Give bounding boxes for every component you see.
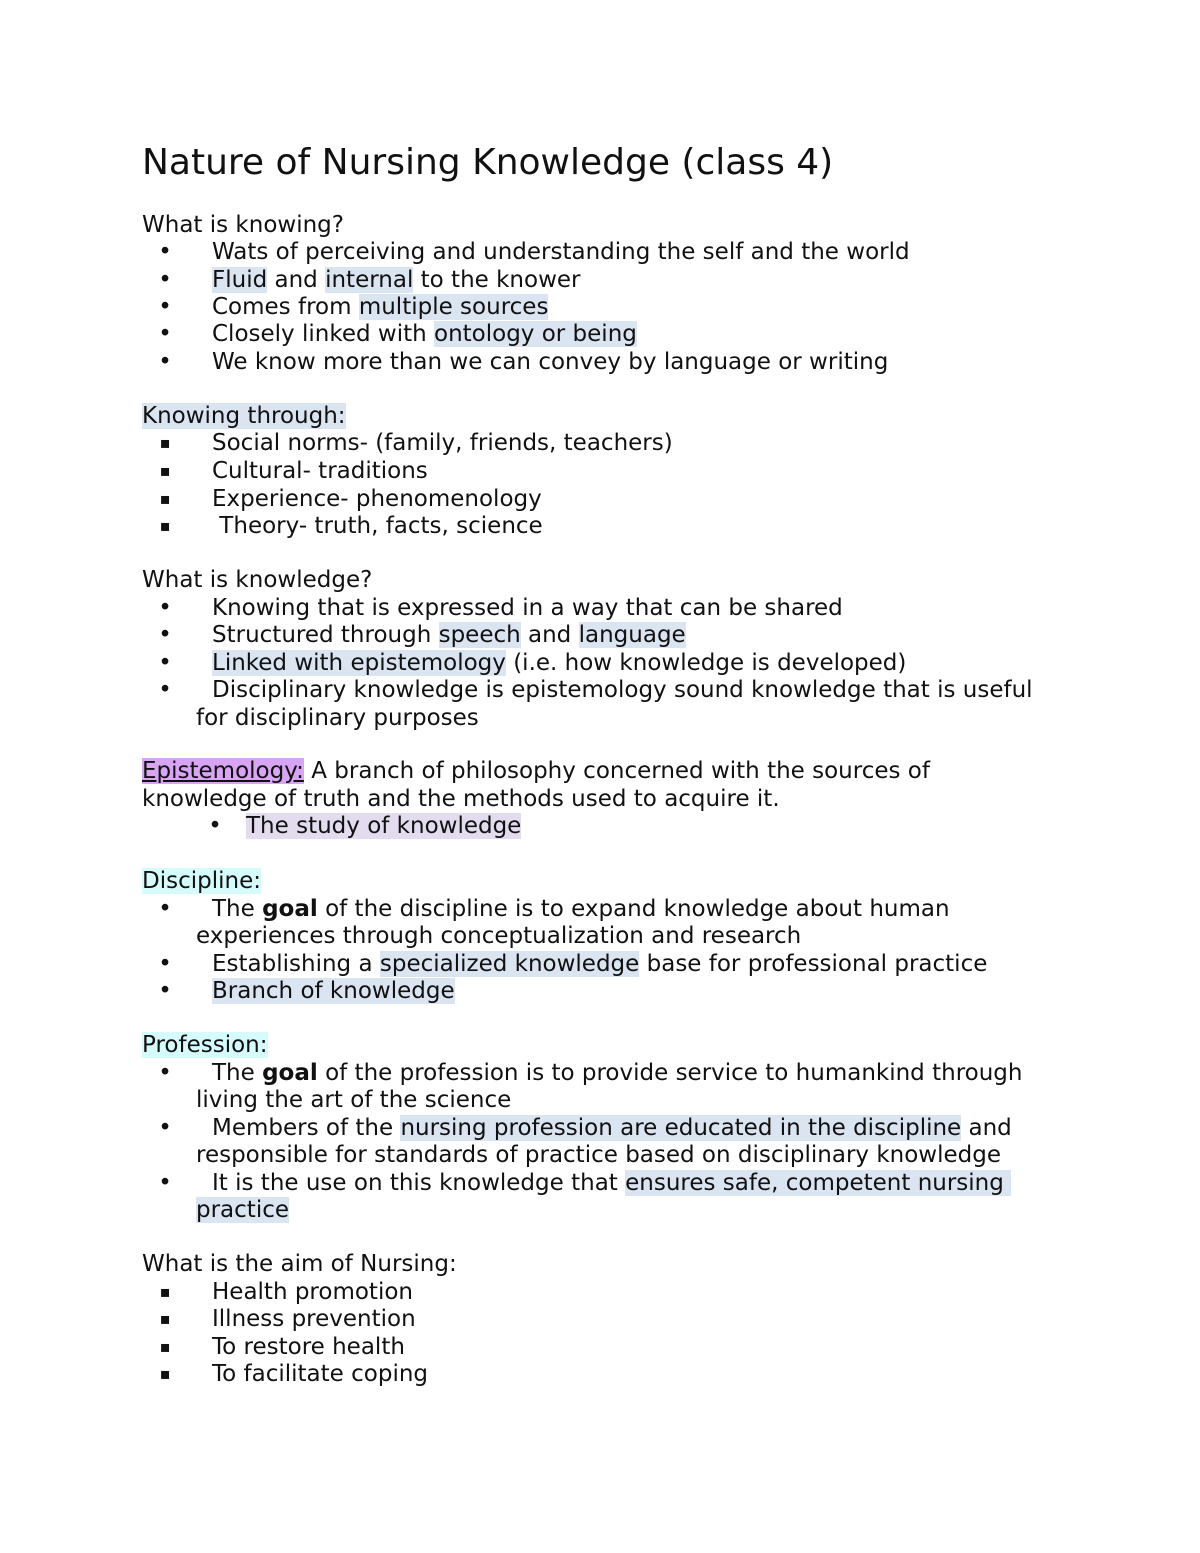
list-item: [212, 895, 950, 923]
bullet-icon: •: [158, 349, 172, 375]
list-item: [212, 950, 987, 978]
highlight: Fluid: [212, 267, 268, 293]
epistemology-definition-cont: knowledge of truth and the methods used to acquire it.: [142, 786, 780, 812]
bold-text: goal: [262, 896, 318, 922]
highlight: specialized knowledge: [379, 951, 640, 977]
epistemology-definition: [142, 757, 930, 785]
list-item-continuation: living the art of the science: [196, 1087, 512, 1113]
highlight: nursing profession are educated in the discipline: [400, 1115, 962, 1141]
bullet-icon: •: [158, 595, 172, 621]
bullet-icon: •: [158, 1170, 172, 1196]
square-bullet-icon: ▪: [159, 1282, 171, 1301]
list-item: Health promotion: [212, 1279, 413, 1305]
text-run: to the knower: [413, 267, 581, 293]
list-item: Disciplinary knowledge is epistemology sound knowledge that is useful: [212, 677, 1033, 703]
highlight: speech: [438, 622, 521, 648]
bullet-icon: •: [158, 978, 172, 1004]
list-item: Knowing that is expressed in a way that can be shared: [212, 595, 843, 621]
text-run: The: [212, 1060, 263, 1086]
text-run: base for professional practice: [639, 951, 988, 977]
text-run: of the discipline is to expand knowledge about human: [317, 896, 950, 922]
highlight: ensures safe, competent nursing: [625, 1170, 1012, 1196]
bullet-icon: •: [158, 650, 172, 676]
section-heading-profession: [142, 1031, 268, 1059]
list-item: [212, 1169, 1011, 1197]
highlight: Linked with epistemology: [212, 650, 506, 676]
bullet-icon: •: [158, 622, 172, 648]
text-run: and: [520, 622, 579, 648]
list-item: [212, 621, 686, 649]
text-run: and: [267, 267, 326, 293]
highlight: internal: [325, 267, 414, 293]
text-run: Structured through: [212, 622, 439, 648]
list-item: [212, 1059, 1022, 1087]
text-run: It is the use on this knowledge that: [212, 1170, 626, 1196]
highlight: The study of knowledge: [246, 813, 522, 839]
list-item-continuation: for disciplinary purposes: [196, 705, 479, 731]
bullet-icon: •: [158, 321, 172, 347]
section-heading-knowing: What is knowing?: [142, 212, 344, 238]
highlight: language: [578, 622, 686, 648]
text-run: Members of the: [212, 1115, 401, 1141]
list-item: We know more than we can convey by language or writing: [212, 349, 889, 375]
list-item: Social norms- (family, friends, teachers): [212, 430, 673, 456]
bullet-icon: •: [158, 1060, 172, 1086]
list-item: [212, 1114, 1012, 1142]
list-item-continuation: responsible for standards of practice based on disciplinary knowledge: [196, 1142, 1001, 1168]
highlight: Knowing through:: [142, 403, 346, 429]
list-item: [212, 977, 455, 1005]
square-bullet-icon: ▪: [159, 461, 171, 480]
bullet-icon: •: [158, 294, 172, 320]
text-run: (i.e. how knowledge is developed): [505, 650, 907, 676]
list-item-continuation: [196, 1196, 289, 1224]
square-bullet-icon: ▪: [159, 1309, 171, 1328]
section-heading-knowledge: What is knowledge?: [142, 567, 373, 593]
square-bullet-icon: ▪: [159, 1337, 171, 1356]
list-item: [212, 320, 637, 348]
section-heading-discipline: [142, 867, 261, 895]
text-run: Closely linked with: [212, 321, 434, 347]
list-item: [212, 293, 548, 321]
text-run: A branch of philosophy concerned with the sources of: [303, 758, 930, 784]
square-bullet-icon: ▪: [159, 433, 171, 452]
list-item: Theory- truth, facts, science: [212, 513, 543, 539]
list-item: Illness prevention: [212, 1306, 416, 1332]
text-run: The: [212, 896, 263, 922]
bullet-icon: •: [158, 896, 172, 922]
square-bullet-icon: ▪: [159, 489, 171, 508]
list-item: [212, 649, 906, 677]
highlight: practice: [196, 1197, 289, 1223]
square-bullet-icon: ▪: [159, 516, 171, 535]
list-item: Cultural- traditions: [212, 458, 428, 484]
list-item: To restore health: [212, 1334, 405, 1360]
text-run: of the profession is to provide service to humankind through: [317, 1060, 1023, 1086]
page-title: Nature of Nursing Knowledge (class 4): [142, 142, 834, 183]
highlight: Profession:: [142, 1032, 268, 1058]
text-run: Establishing a: [212, 951, 380, 977]
highlight: Discipline:: [142, 868, 261, 894]
bullet-icon: •: [158, 1115, 172, 1141]
list-item: To facilitate coping: [212, 1361, 429, 1387]
section-heading-knowing-through: [142, 402, 346, 430]
bullet-icon: •: [158, 267, 172, 293]
bullet-icon: •: [208, 813, 222, 839]
bullet-icon: •: [158, 239, 172, 265]
text-run: and: [961, 1115, 1012, 1141]
list-item: Experience- phenomenology: [212, 486, 542, 512]
bullet-icon: •: [158, 677, 172, 703]
bullet-icon: •: [158, 951, 172, 977]
list-item: [212, 266, 581, 294]
highlight: ontology or being: [434, 321, 637, 347]
section-heading-aim: What is the aim of Nursing:: [142, 1251, 457, 1277]
list-item-continuation: experiences through conceptualization and research: [196, 923, 802, 949]
square-bullet-icon: ▪: [159, 1364, 171, 1383]
list-item: [246, 812, 521, 840]
highlight: multiple sources: [358, 294, 549, 320]
term-highlight: Epistemology:: [142, 758, 304, 784]
bold-text: goal: [262, 1060, 318, 1086]
highlight: Branch of knowledge: [212, 978, 455, 1004]
text-run: Comes from: [212, 294, 359, 320]
list-item: Wats of perceiving and understanding the self and the world: [212, 239, 910, 265]
